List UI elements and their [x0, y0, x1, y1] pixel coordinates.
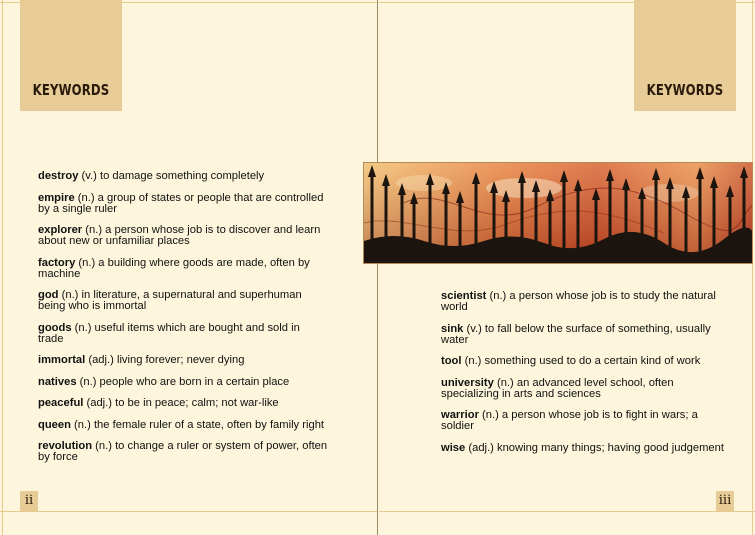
keyword-entry [38, 377, 328, 388]
keyword-entry [441, 443, 726, 454]
keyword-definition: (v.) to damage something completely [78, 170, 265, 182]
keyword-term: natives [38, 375, 77, 388]
keyword-definition: (n.) the female ruler of a state, often by family right [70, 418, 325, 431]
keyword-term: factory [38, 256, 76, 269]
keyword-term: wise [441, 441, 466, 454]
keyword-entry [38, 398, 328, 409]
keyword-entry [38, 258, 328, 280]
keyword-definition: (n.) to change a ruler or system of power, often by force [38, 440, 328, 463]
keyword-term: destroy [38, 170, 79, 182]
keyword-term: explorer [38, 224, 83, 236]
keyword-entry [38, 290, 328, 312]
keyword-definition: (n.) a group of states or people that are controlled by a single ruler [38, 191, 324, 215]
page-number: ii [20, 491, 38, 511]
keyword-term: goods [38, 321, 72, 334]
keyword-definition: (n.) useful items which are bought and sold in trade [38, 321, 300, 345]
page-number: iii [716, 491, 734, 511]
keyword-definition: (n.) people who are born in a certain place [76, 375, 290, 388]
page-heading: KEYWORDS [32, 81, 110, 99]
spears-illustration [363, 162, 753, 264]
keyword-definition: (n.) in literature, a supernatural and superhuman being who is immortal [38, 289, 302, 312]
keyword-term: empire [38, 191, 75, 204]
keyword-term: university [441, 376, 494, 389]
keyword-definition: (n.) a person whose job is to discover and learn about new or unfamiliar places [38, 224, 321, 247]
page-border-bottom [379, 511, 755, 512]
keyword-entry [441, 356, 726, 367]
spears-silhouette-image [364, 163, 753, 264]
keyword-entry [38, 441, 328, 463]
keyword-term: scientist [441, 290, 487, 302]
keyword-list [441, 291, 726, 464]
keyword-term: peaceful [38, 397, 84, 409]
keyword-entry [38, 193, 328, 215]
keyword-entry [441, 324, 726, 346]
page-border-bottom [0, 511, 377, 512]
keyword-definition: (n.) a building where goods are made, often by machine [38, 256, 310, 280]
keyword-entry [441, 291, 726, 313]
keyword-definition: (adj.) to be in peace; calm; not war-like [83, 397, 279, 409]
keyword-definition: (n.) something used to do a certain kind of work [461, 355, 701, 367]
keyword-entry [38, 323, 328, 345]
keyword-term: revolution [38, 440, 93, 452]
keyword-term: immortal [38, 354, 86, 366]
keyword-entry [38, 355, 328, 366]
keyword-definition: (n.) a person whose job is to study the natural world [441, 290, 716, 313]
keyword-term: queen [38, 418, 71, 431]
keyword-entry [38, 225, 328, 247]
keyword-entry [38, 420, 328, 431]
keyword-term: sink [441, 322, 464, 335]
keywords-tab [634, 0, 736, 111]
keywords-tab [20, 0, 122, 111]
page-heading: KEYWORDS [646, 81, 724, 99]
keyword-entry [38, 171, 328, 182]
keyword-term: warrior [441, 409, 479, 421]
right-page [379, 0, 755, 535]
page-border-left [2, 0, 3, 535]
keyword-definition: (adj.) living forever; never dying [85, 354, 245, 366]
keyword-definition: (n.) a person whose job is to fight in wars; a soldier [441, 409, 698, 432]
keyword-term: god [38, 289, 59, 301]
keyword-entry [441, 410, 726, 432]
keyword-definition: (adj.) knowing many things; having good judgement [465, 441, 724, 454]
keyword-definition: (n.) an advanced level school, often specializing in arts and sciences [441, 376, 674, 400]
keyword-entry [441, 378, 726, 400]
keyword-term: tool [441, 355, 462, 367]
keyword-definition: (v.) to fall below the surface of something, usually water [441, 322, 711, 346]
keyword-list [38, 171, 328, 474]
page-border-right [752, 0, 753, 535]
